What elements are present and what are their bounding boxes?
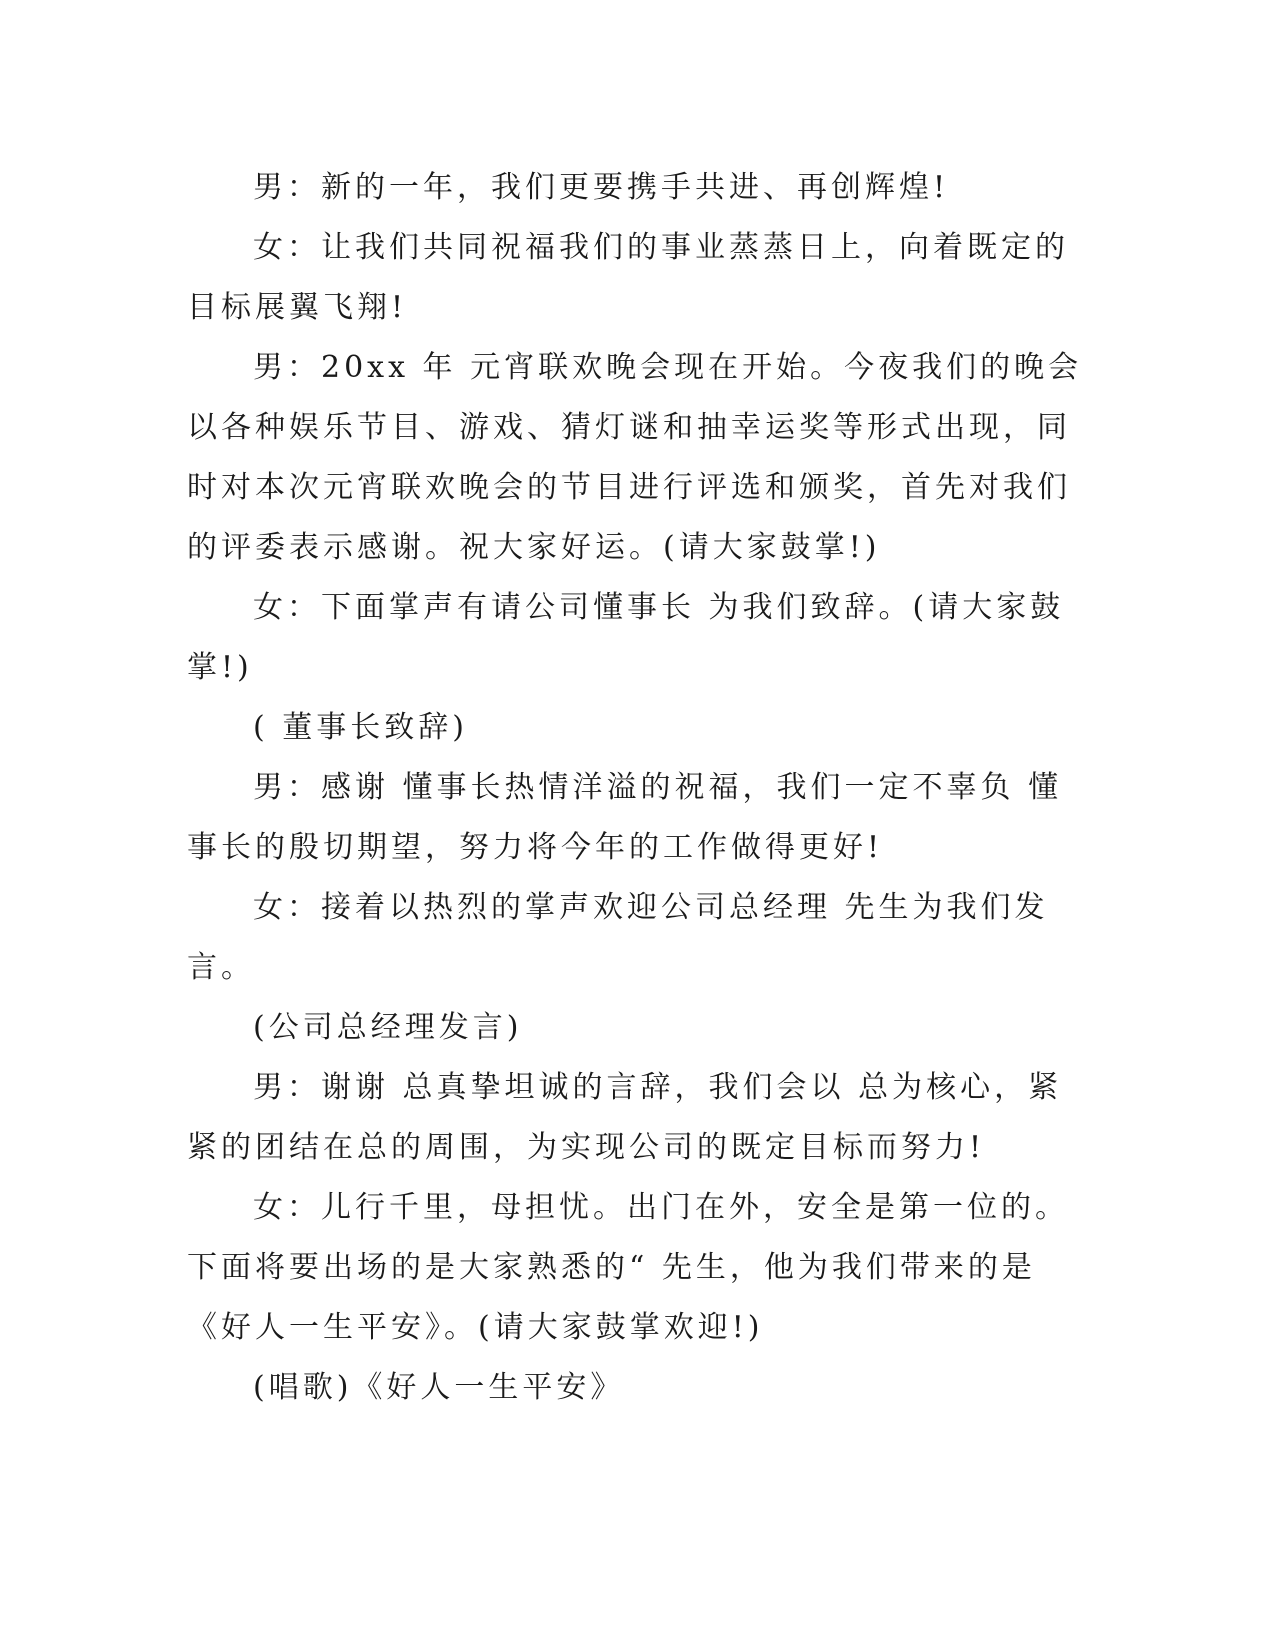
paragraph-male-opening: 男：20xx 年 元宵联欢晚会现在开始。今夜我们的晚会以各种娱乐节目、游戏、猜灯谜和抽幸运奖等形式出现，同时对本次元宵联欢晚会的节目进行评选和颁奖，首先对我们的评委表示感谢。祝大家好运。(请大家鼓掌!) bbox=[187, 350, 1083, 565]
paragraph-female-song-intro: 女：儿行千里，母担忧。出门在外，安全是第一位的。下面将要出场的是大家熟悉的“ 先生，他为我们带来的是《好人一生平安》。(请大家鼓掌欢迎!) bbox=[187, 1190, 1069, 1345]
paragraph-female-blessing: 女：让我们共同祝福我们的事业蒸蒸日上，向着既定的目标展翼飞翔! bbox=[187, 230, 1069, 325]
paragraph-female-chairman-invite: 女：下面掌声有请公司懂事长 为我们致辞。(请大家鼓掌!) bbox=[187, 590, 1065, 685]
stage-cue-gm-speech: (公司总经理发言) bbox=[253, 1010, 523, 1045]
paragraph-male-thanks-chairman: 男：感谢 懂事长热情洋溢的祝福，我们一定不辜负 懂事长的殷切期望，努力将今年的工作做得更好! bbox=[187, 770, 1063, 865]
paragraph-male-thanks-gm: 男：谢谢 总真挚坦诚的言辞，我们会以 总为核心，紧紧的团结在总的周围，为实现公司的既定目标而努力! bbox=[187, 1070, 1063, 1165]
stage-cue-chairman-speech: ( 董事长致辞) bbox=[253, 710, 468, 745]
script-body bbox=[187, 158, 1087, 1418]
paragraph-male-new-year: 男：新的一年，我们更要携手共进、再创辉煌! bbox=[253, 170, 950, 205]
paragraph-female-gm-invite: 女：接着以热烈的掌声欢迎公司总经理 先生为我们发言。 bbox=[187, 890, 1049, 985]
stage-cue-song: (唱歌)《好人一生平安》 bbox=[253, 1370, 625, 1405]
